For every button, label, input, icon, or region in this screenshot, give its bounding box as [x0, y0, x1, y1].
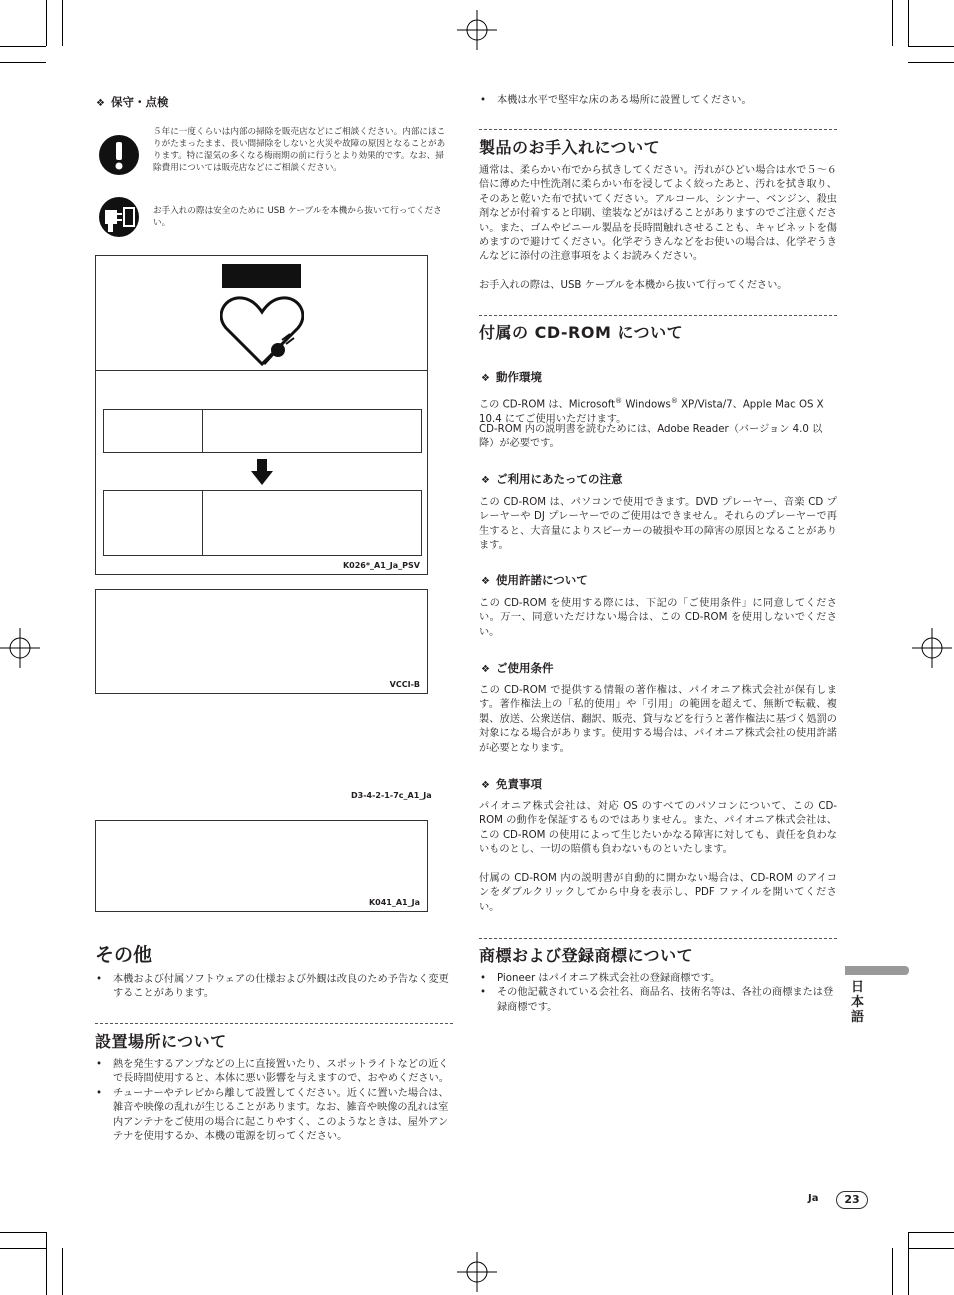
language-tab-bar — [845, 966, 909, 975]
list-item: • 本機は水平で堅牢な床のある場所に設置してください。 — [479, 94, 837, 108]
care-paragraph-1: 通常は、柔らかい布でから拭きしてください。汚れがひどい場合は水で５～６倍に薄めた中性洗剤に柔らかい布を浸してよく絞ったあと、汚れを拭き取り、そのあと乾いた布で拭いてください。アルコール、シンナー、ベンジン、殺虫剤などが付着すると印刷、塗装などがはげることがありますのでご注意ください。また、ゴムやビニール製品を長時間触れさせることも、キャビネットを傷めますので避けてください。化学ぞうきんなどをお使いの場合は、化学ぞうきんなどに添付の注意事項をよくお読みください。 — [479, 165, 837, 263]
section-heading-placement: 設置場所について — [95, 1032, 227, 1051]
list-item: • その他記載されている会社名、商品名、技術名等は、各社の商標または登録商標です。 — [479, 986, 837, 1015]
list-item: • 熱を発生するアンプなどの上に直接置いたり、スポットライトなどの近くで長時間使用すると、本体に悪い影響を与えますので、おやめください。 — [95, 1058, 453, 1087]
crop-mark — [908, 46, 954, 47]
crop-mark — [892, 0, 893, 46]
heart-plug-icon — [220, 294, 304, 368]
table-top — [103, 409, 422, 453]
dashed-divider — [479, 315, 837, 316]
notice-box — [95, 820, 428, 912]
code-label-1: K026*_A1_Ja_PSV — [342, 561, 420, 570]
placement-list — [95, 1058, 453, 1144]
crop-mark — [908, 62, 954, 63]
label-block — [222, 264, 301, 288]
crop-mark — [892, 1248, 893, 1295]
env-heading: ❖ 動作環境 — [481, 370, 542, 384]
registration-mark-icon — [457, 10, 497, 50]
dashed-divider — [479, 938, 837, 939]
registration-mark-icon — [912, 628, 952, 668]
language-tab-label: 日本語 — [851, 980, 865, 1025]
divider — [96, 370, 427, 371]
crop-mark — [62, 1248, 63, 1295]
page-number: 23 — [836, 1191, 868, 1209]
trademark-list — [479, 972, 837, 1015]
list-item: • チューナーやテレビから離して設置してください。近くに置いた場合は、雑音や映像の乱れが生じることがあります。なお、雑音や映像の乱れは室内アンテナをご使用の場合に起こりやすく、このようなときは、屋外アンテナを使用するか、本機の電源を切ってください。 — [95, 1087, 453, 1145]
arrow-down-icon — [251, 459, 273, 485]
crop-mark — [0, 1232, 46, 1233]
crop-mark — [62, 0, 63, 46]
crop-mark — [46, 1232, 47, 1295]
disclaimer-paragraph-2: 付属の CD-ROM 内の説明書が自動的に開かない場合は、CD-ROM のアイコンをダブルクリックしてから中身を表示し、PDF ファイルを開いてください。 — [479, 873, 837, 913]
diamond-icon: ❖ — [481, 475, 490, 486]
code-label-2: VCCI-B — [389, 680, 420, 689]
code-label-4: K041_A1_Ja — [368, 898, 420, 907]
crop-mark — [0, 46, 46, 47]
registration-mark-icon — [0, 628, 40, 668]
diamond-icon: ❖ — [481, 373, 490, 384]
license-paragraph: この CD-ROM を使用する際には、下記の「ご使用条件」に同意してください。万一、同意いただけない場合は、この CD-ROM を使用しないでください。 — [479, 598, 837, 638]
maintenance-text-1: ５年に一度くらいは内部の掃除を販売店などにご相談ください。内部にほこりがたまったまま、長い間掃除をしないと火災や故障の原因となることがあります。特に湿気の多くなる梅雨期の前に行うとより効果的です。なお、掃除費用については販売店などにご相談ください。 — [153, 127, 446, 173]
diamond-icon: ❖ — [481, 576, 490, 587]
crop-mark — [46, 0, 47, 46]
crop-mark — [908, 1248, 954, 1249]
footer-lang: Ja — [808, 1193, 819, 1204]
other-list — [95, 973, 453, 1002]
unplug-icon — [98, 196, 140, 238]
section-heading-trademark: 商標および登録商標について — [479, 946, 694, 965]
env-paragraph-1: この CD-ROM は、Microsoft® Windows® XP/Vista/7、Apple Mac OS X 10.4 にてご使用いただけます。 — [479, 397, 824, 425]
crop-mark — [0, 1248, 46, 1249]
registration-mark-icon — [457, 1252, 497, 1292]
crop-mark — [908, 1232, 909, 1295]
maintenance-text-2: お手入れの際は安全のために USB ケーブルを本機から抜いて行ってください。 — [153, 206, 442, 228]
disclaimer-heading: ❖ 免責事項 — [481, 777, 542, 791]
list-item: • Pioneer はパイオニア株式会社の登録商標です。 — [479, 972, 837, 986]
safety-notice-box — [95, 255, 428, 575]
vcci-box — [95, 589, 428, 694]
crop-mark — [908, 0, 909, 46]
caution-heading: ❖ ご利用にあたっての注意 — [481, 472, 623, 486]
top-list — [479, 94, 837, 108]
env-paragraph-2: CD-ROM 内の説明書を読むためには、Adobe Reader（バージョン 4.0 以降）が必要です。 — [479, 424, 823, 450]
list-item: • 本機および付属ソフトウェアの仕様および外観は改良のため予告なく変更することがあります。 — [95, 973, 453, 1002]
terms-heading: ❖ ご使用条件 — [481, 661, 554, 675]
maintenance-heading: ❖ 保守・点検 — [96, 95, 169, 109]
disclaimer-paragraph-1: パイオニア株式会社は、対応 OS のすべてのパソコンについて、この CD-ROM の動作を保証するものではありません。また、パイオニア株式会社は、この CD-ROM の使用によって生じたいかなる障害に対しても、責任を負わないものとし、一切の賠償も負わないものといたします。 — [479, 801, 837, 856]
table-bottom — [103, 490, 422, 556]
diamond-icon: ❖ — [481, 664, 490, 675]
care-paragraph-2: お手入れの際は、USB ケーブルを本機から抜いて行ってください。 — [479, 280, 788, 291]
diamond-icon: ❖ — [96, 98, 105, 109]
table-divider — [202, 410, 203, 452]
caution-paragraph: この CD-ROM は、パソコンで使用できます。DVD プレーヤー、音楽 CD プレーヤーや DJ プレーヤーでのご使用はできません。それらのプレーヤーで再生すると、大音量によりスピーカーの破損や耳の障害の原因となることがあります。 — [479, 497, 837, 552]
exclamation-icon — [98, 134, 140, 176]
license-heading: ❖ 使用許諾について — [481, 573, 588, 587]
dashed-divider — [95, 1023, 453, 1024]
crop-mark — [0, 62, 46, 63]
section-heading-other: その他 — [95, 944, 153, 966]
terms-paragraph: この CD-ROM で提供する情報の著作権は、パイオニア株式会社が保有します。著作権法上の「私的使用」や「引用」の範囲を超えて、無断で転載、複製、放送、公衆送信、翻訳、販売、貸与などを行うと著作権法に基づく処罰の対象になる場合があります。使用する場合は、パイオニア株式会社の使用許諾が必要となります。 — [479, 685, 837, 754]
crop-mark — [908, 1232, 954, 1233]
code-label-3: D3-4-2-1-7c_A1_Ja — [351, 791, 432, 800]
table-divider — [202, 491, 203, 555]
diamond-icon: ❖ — [481, 780, 490, 791]
section-heading-cdrom: 付属の CD-ROM について — [479, 323, 684, 342]
section-heading-care: 製品のお手入れについて — [479, 138, 661, 157]
dashed-divider — [479, 129, 837, 130]
